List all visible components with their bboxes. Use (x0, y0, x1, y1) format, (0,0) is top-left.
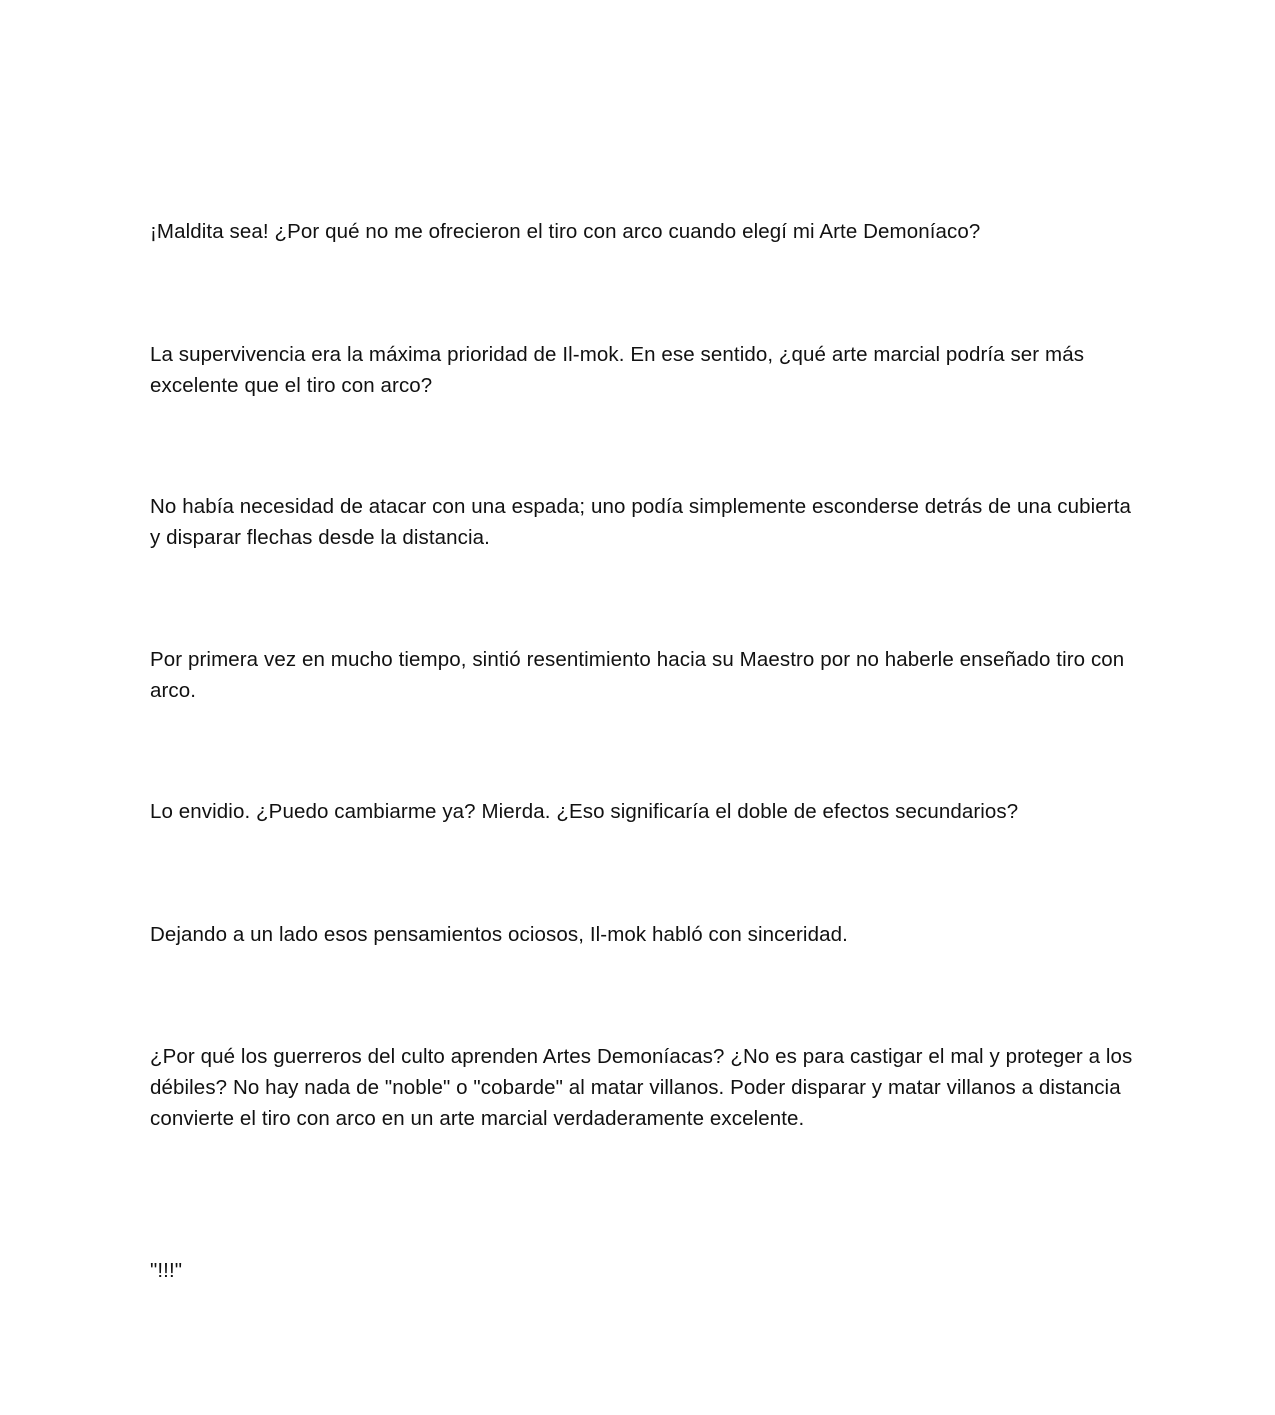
paragraph-1: ¡Maldita sea! ¿Por qué no me ofrecieron el tiro con arco cuando elegí mi Arte Demoníaco? (150, 220, 981, 243)
paragraph-5: Lo envidio. ¿Puedo cambiarme ya? Mierda. ¿Eso significaría el doble de efectos secundarios? (150, 800, 1019, 823)
paragraph-2: La supervivencia era la máxima prioridad de Il-mok. En ese sentido, ¿qué arte marcial podría ser más excelente que el tiro con arco? (150, 343, 1085, 397)
paragraph-3: No había necesidad de atacar con una espada; uno podía simplemente esconderse detrás de una cubierta y disparar flechas desde la distancia. (150, 495, 1131, 549)
paragraph-7: ¿Por qué los guerreros del culto aprenden Artes Demoníacas? ¿No es para castigar el mal y proteger a los débiles? No hay nada de "noble" o "cobarde" al matar villanos. Poder disparar y matar villanos a distancia convierte el tiro con arco en un arte marcial verdaderamente excelente. (150, 1045, 1133, 1130)
paragraph-8: "!!!" (150, 1259, 183, 1282)
paragraph-6: Dejando a un lado esos pensamientos ociosos, Il-mok habló con sinceridad. (150, 923, 848, 946)
paragraph-4: Por primera vez en mucho tiempo, sintió resentimiento hacia su Maestro por no haberle enseñado tiro con arco. (150, 648, 1125, 702)
